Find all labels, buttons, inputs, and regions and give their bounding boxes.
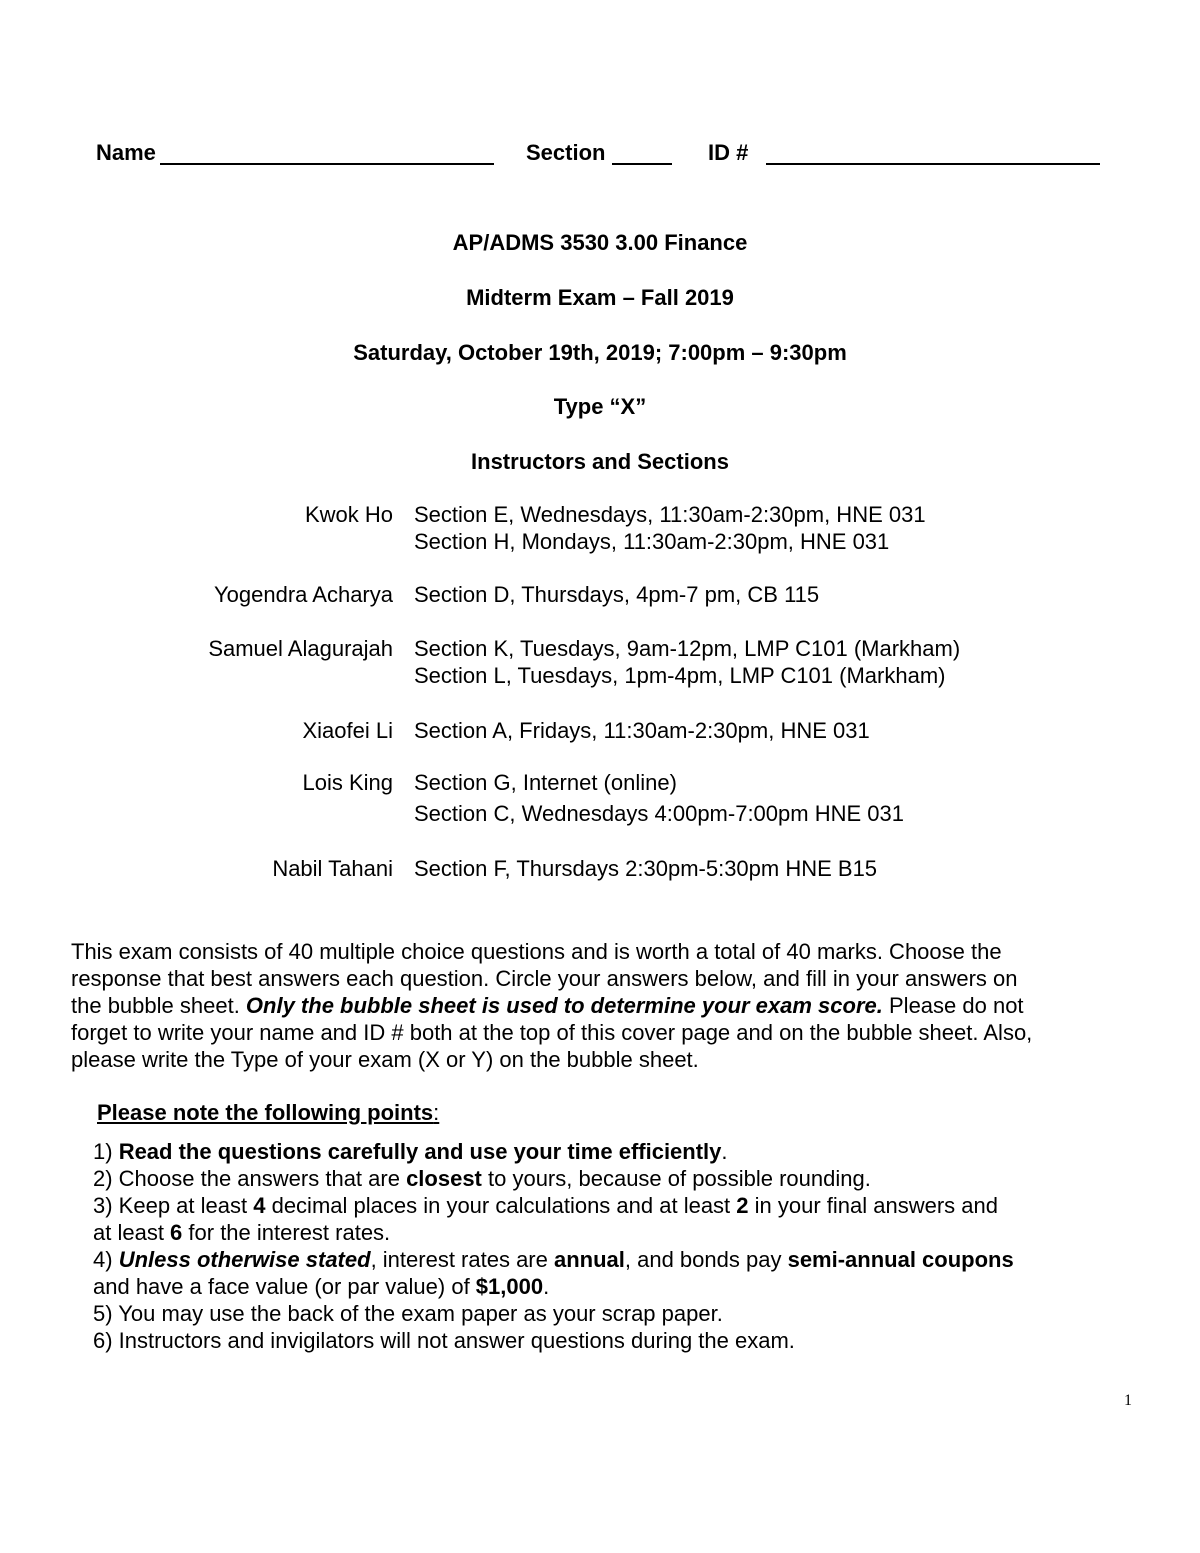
note-emphasis: closest [406, 1166, 482, 1191]
name-blank[interactable] [160, 163, 494, 165]
bubble-sheet-emphasis: Only the bubble sheet is used to determine your exam score. [245, 993, 883, 1018]
note-text: in your final answers and [748, 1193, 998, 1218]
section-blank[interactable] [612, 163, 672, 165]
notes-heading-text: Please note the following points [97, 1100, 434, 1125]
id-label: ID # [708, 140, 749, 165]
note-item-continued [93, 1219, 1133, 1246]
instructor-name: Lois King [302, 770, 393, 795]
instructor-name: Xiaofei Li [302, 718, 393, 743]
section-entry: Section H, Mondays, 11:30am-2:30pm, HNE 031 [414, 529, 890, 554]
section-entry: Section D, Thursdays, 4pm-7 pm, CB 115 [414, 582, 820, 607]
note-text: , interest rates are [370, 1247, 554, 1272]
note-number: 1) [93, 1139, 119, 1164]
id-field[interactable] [708, 140, 1100, 170]
note-item [93, 1246, 1133, 1273]
notes-heading-colon: : [433, 1100, 440, 1125]
exam-type: Type “X” [553, 394, 647, 419]
note-emphasis: Read the questions carefully and use your time efficiently [118, 1139, 722, 1164]
note-text: . [721, 1139, 728, 1164]
section-entry: Section C, Wednesdays 4:00pm-7:00pm HNE 031 [414, 801, 904, 826]
page-number: 1 [1124, 1392, 1132, 1409]
id-blank[interactable] [766, 163, 1100, 165]
instructor-name: Kwok Ho [304, 502, 393, 527]
paragraph-line: response that best answers each question. Circle your answers below, and fill in your answers on [71, 966, 1018, 991]
note-number: 4) [93, 1247, 119, 1272]
instructor-sections [414, 770, 904, 828]
note-text: to yours, because of possible rounding. [481, 1166, 871, 1191]
note-emphasis: Unless otherwise stated [118, 1247, 371, 1272]
notes-list [93, 1138, 1133, 1354]
section-entry: Section F, Thursdays 2:30pm-5:30pm HNE B15 [414, 856, 878, 881]
note-item [93, 1138, 1133, 1165]
section-entry: Section A, Fridays, 11:30am-2:30pm, HNE 031 [414, 718, 870, 743]
note-item [93, 1165, 1133, 1192]
exam-datetime: Saturday, October 19th, 2019; 7:00pm – 9:30pm [353, 340, 847, 365]
note-text: decimal places in your calculations and at least [265, 1193, 737, 1218]
paragraph-text: Please do not [882, 993, 1024, 1018]
instructor-sections [414, 636, 960, 690]
instructor-sections [414, 856, 877, 883]
note-emphasis: 2 [736, 1193, 749, 1218]
paragraph-line: This exam consists of 40 multiple choice questions and is worth a total of 40 marks. Choose the [71, 939, 1002, 964]
course-title: AP/ADMS 3530 3.00 Finance [452, 230, 748, 255]
note-emphasis: 6 [170, 1220, 183, 1245]
section-entry: Section K, Tuesdays, 9am-12pm, LMP C101 (Markham) [414, 636, 961, 661]
name-label: Name [96, 140, 156, 165]
section-entry: Section E, Wednesdays, 11:30am-2:30pm, HNE 031 [414, 502, 926, 527]
student-info-line [96, 140, 1100, 170]
section-entry: Section L, Tuesdays, 1pm-4pm, LMP C101 (Markham) [414, 663, 946, 688]
note-item: 5) You may use the back of the exam paper as your scrap paper. [93, 1301, 723, 1326]
exam-instructions-paragraph [71, 938, 1131, 1073]
instructor-name: Nabil Tahani [272, 856, 393, 881]
note-text: 3) Keep at least [93, 1193, 254, 1218]
section-field[interactable] [526, 140, 676, 170]
paragraph-line [71, 992, 1131, 1019]
note-text: . [543, 1274, 550, 1299]
instructor-name: Yogendra Acharya [214, 582, 393, 607]
instructor-sections [414, 718, 870, 745]
instructor-sections [414, 582, 819, 609]
section-label: Section [526, 140, 606, 165]
instructor-sections [414, 502, 926, 556]
note-text: and have a face value (or par value) of [93, 1274, 476, 1299]
note-text: 2) Choose the answers that are [93, 1166, 407, 1191]
note-item: 6) Instructors and invigilators will not answer questions during the exam. [93, 1328, 795, 1353]
paragraph-line: forget to write your name and ID # both at the top of this cover page and on the bubble sheet. Also, [71, 1020, 1033, 1045]
note-emphasis: semi-annual coupons [787, 1247, 1014, 1272]
note-emphasis: 4 [253, 1193, 266, 1218]
note-text: for the interest rates. [182, 1220, 391, 1245]
note-emphasis: $1,000 [475, 1274, 544, 1299]
notes-heading [97, 1100, 439, 1126]
name-field[interactable] [96, 140, 496, 170]
note-text: at least [93, 1220, 171, 1245]
paragraph-text: the bubble sheet. [71, 993, 246, 1018]
paragraph-line: please write the Type of your exam (X or Y) on the bubble sheet. [71, 1047, 699, 1072]
note-emphasis: annual [553, 1247, 625, 1272]
exam-title: Midterm Exam – Fall 2019 [466, 285, 734, 310]
note-text: , and bonds pay [624, 1247, 788, 1272]
section-entry: Section G, Internet (online) [414, 770, 677, 795]
instructors-heading: Instructors and Sections [471, 449, 729, 474]
note-item-continued [93, 1273, 1133, 1300]
note-item [93, 1192, 1133, 1219]
instructor-name: Samuel Alagurajah [208, 636, 393, 661]
